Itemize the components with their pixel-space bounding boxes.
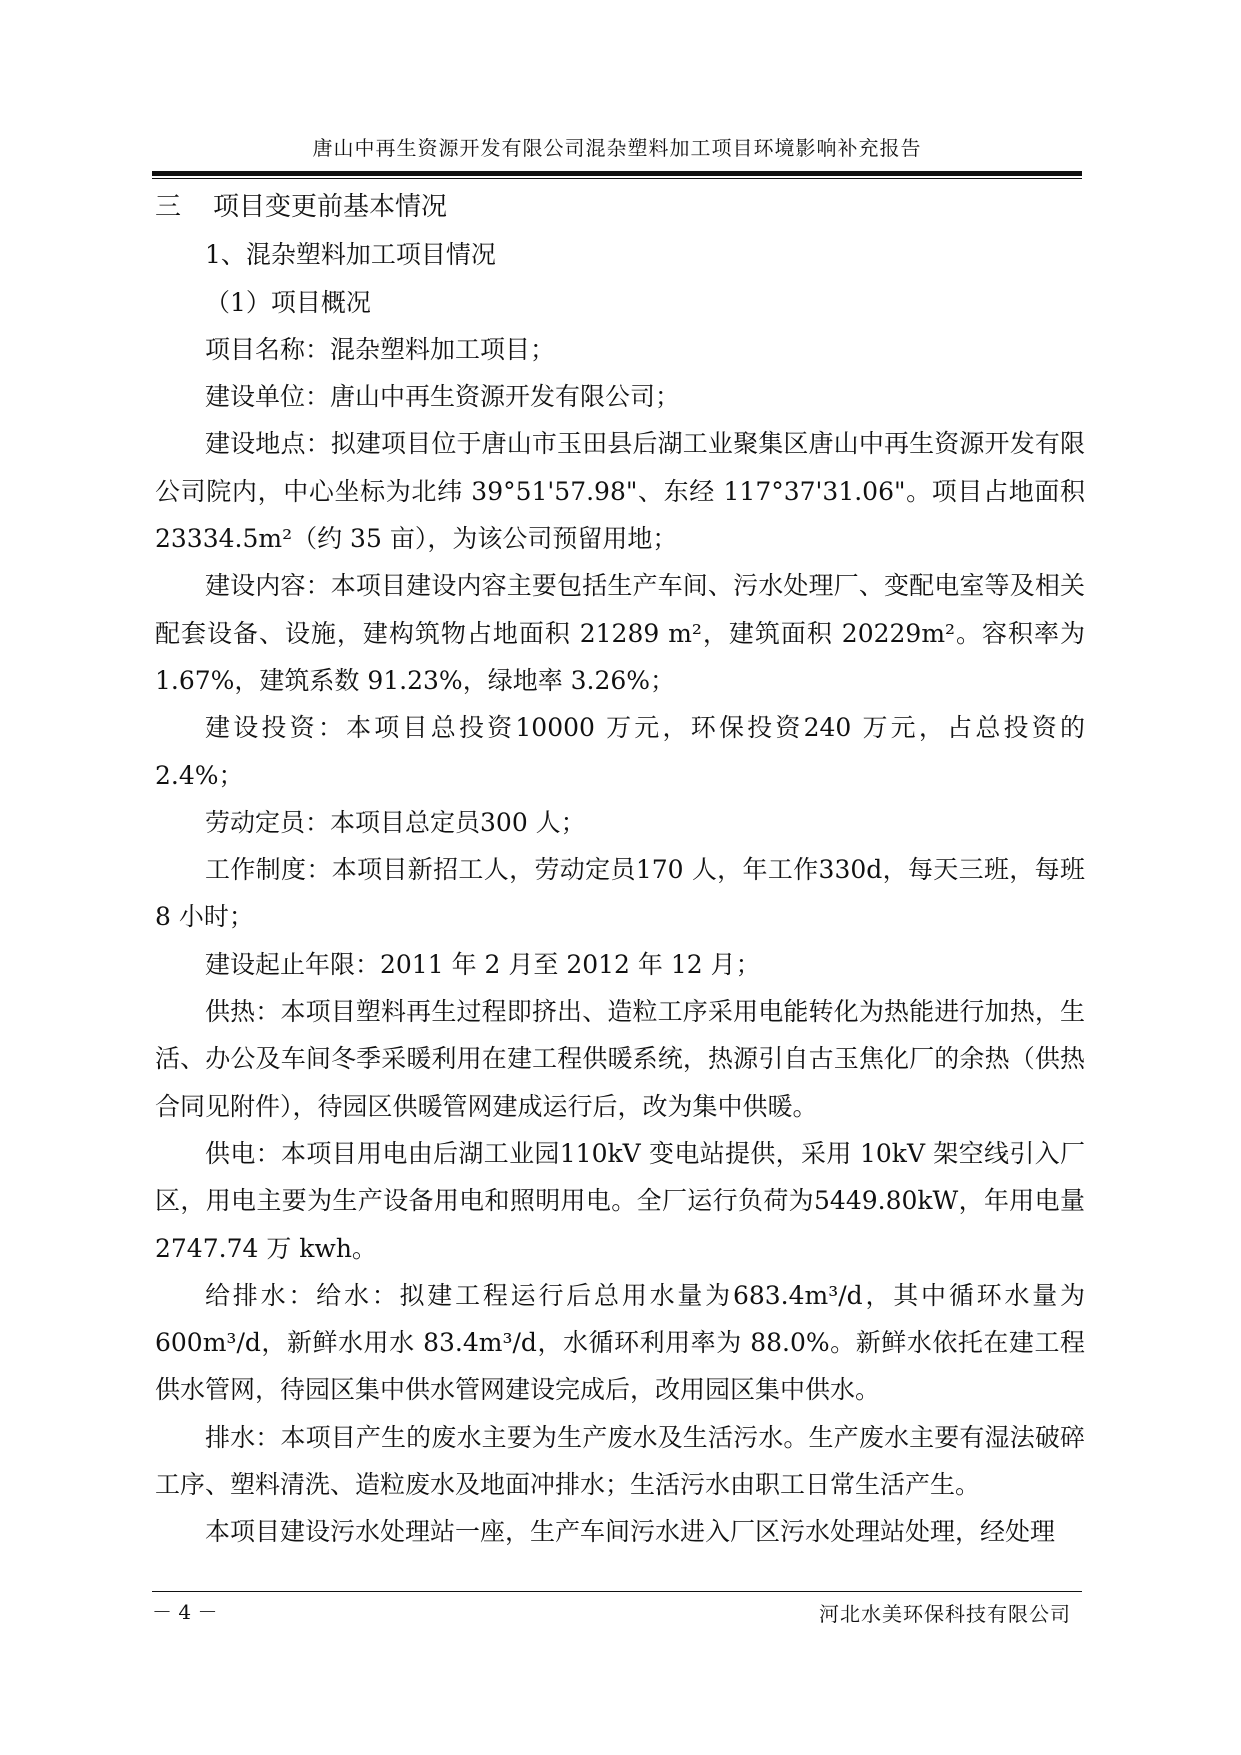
paragraph-work-system: 工作制度：本项目新招工人，劳动定员170 人，年工作330d，每天三班，每班 8 小时； <box>155 855 1085 932</box>
paragraph-water-supply: 给排水：给水：拟建工程运行后总用水量为683.4m³/d，其中循环水量为600m³/d，新鲜水用水 83.4m³/d，水循环利用率为 88.0%。新鲜水依托在建工程供水管网，待园区集中供水管网建设完成后，改用园区集中供水。 <box>155 1280 1085 1405</box>
paragraph-investment: 建设投资：本项目总投资10000 万元，环保投资240 万元，占总投资的2.4%； <box>155 713 1085 790</box>
paragraph-wastewater-station: 本项目建设污水处理站一座，生产车间污水进入厂区污水处理站处理，经处理 <box>205 1517 1056 1547</box>
paragraph-staffing: 劳动定员：本项目总定员300 人； <box>205 807 586 837</box>
paragraph-schedule: 建设起止年限：2011 年 2 月至 2012 年 12 月； <box>205 949 761 979</box>
document-body <box>155 184 1085 1556</box>
subsection-heading: 1、混杂塑料加工项目情况 <box>205 240 496 270</box>
paragraph-construction-content: 建设内容：本项目建设内容主要包括生产车间、污水处理厂、变配电室等及相关配套设备、设施，建构筑物占地面积 21289 m²，建筑面积 20229m²。容积率为 1.67%，建筑系数 91.23%，绿地率 3.26%； <box>155 571 1085 695</box>
paragraph-power: 供电：本项目用电由后湖工业园110kV 变电站提供，采用 10kV 架空线引入厂区，用电主要为生产设备用电和照明用电。全厂运行负荷为5449.80kW，年用电量 2747.74 万 kwh。 <box>155 1138 1085 1263</box>
subsubsection-heading: （1）项目概况 <box>205 287 371 317</box>
header-rule-thin <box>152 178 1082 179</box>
footer-rule <box>152 1591 1082 1592</box>
header-rule-thick <box>152 171 1082 176</box>
section-title: 项目变更前基本情况 <box>213 192 448 222</box>
paragraph-construction-unit: 建设单位：唐山中再生资源开发有限公司； <box>205 382 681 412</box>
paragraph-drainage: 排水：本项目产生的废水主要为生产废水及生活污水。生产废水主要有湿法破碎工序、塑料清洗、造粒废水及地面冲排水；生活污水由职工日常生活产生。 <box>155 1422 1085 1500</box>
paragraph-project-name: 项目名称：混杂塑料加工项目； <box>205 334 556 364</box>
page-number: － 4 － <box>152 1600 218 1624</box>
report-header: 唐山中再生资源开发有限公司混杂塑料加工项目环境影响补充报告 <box>312 136 922 160</box>
section-number: 三 <box>155 192 182 222</box>
footer-company: 河北水美环保科技有限公司 <box>819 1602 1071 1626</box>
paragraph-location: 建设地点：拟建项目位于唐山市玉田县后湖工业聚集区唐山中再生资源开发有限公司院内，中心坐标为北纬 39°51'57.98"、东经 117°37'31.06"。项目占地面积 23334.5m²（约 35 亩），为该公司预留用地； <box>155 429 1085 554</box>
paragraph-heating: 供热：本项目塑料再生过程即挤出、造粒工序采用电能转化为热能进行加热，生活、办公及车间冬季采暖利用在建工程供暖系统，热源引自古玉焦化厂的余热（供热合同见附件），待园区供暖管网建成运行后，改为集中供暖。 <box>155 997 1085 1121</box>
section-heading <box>155 184 1085 231</box>
